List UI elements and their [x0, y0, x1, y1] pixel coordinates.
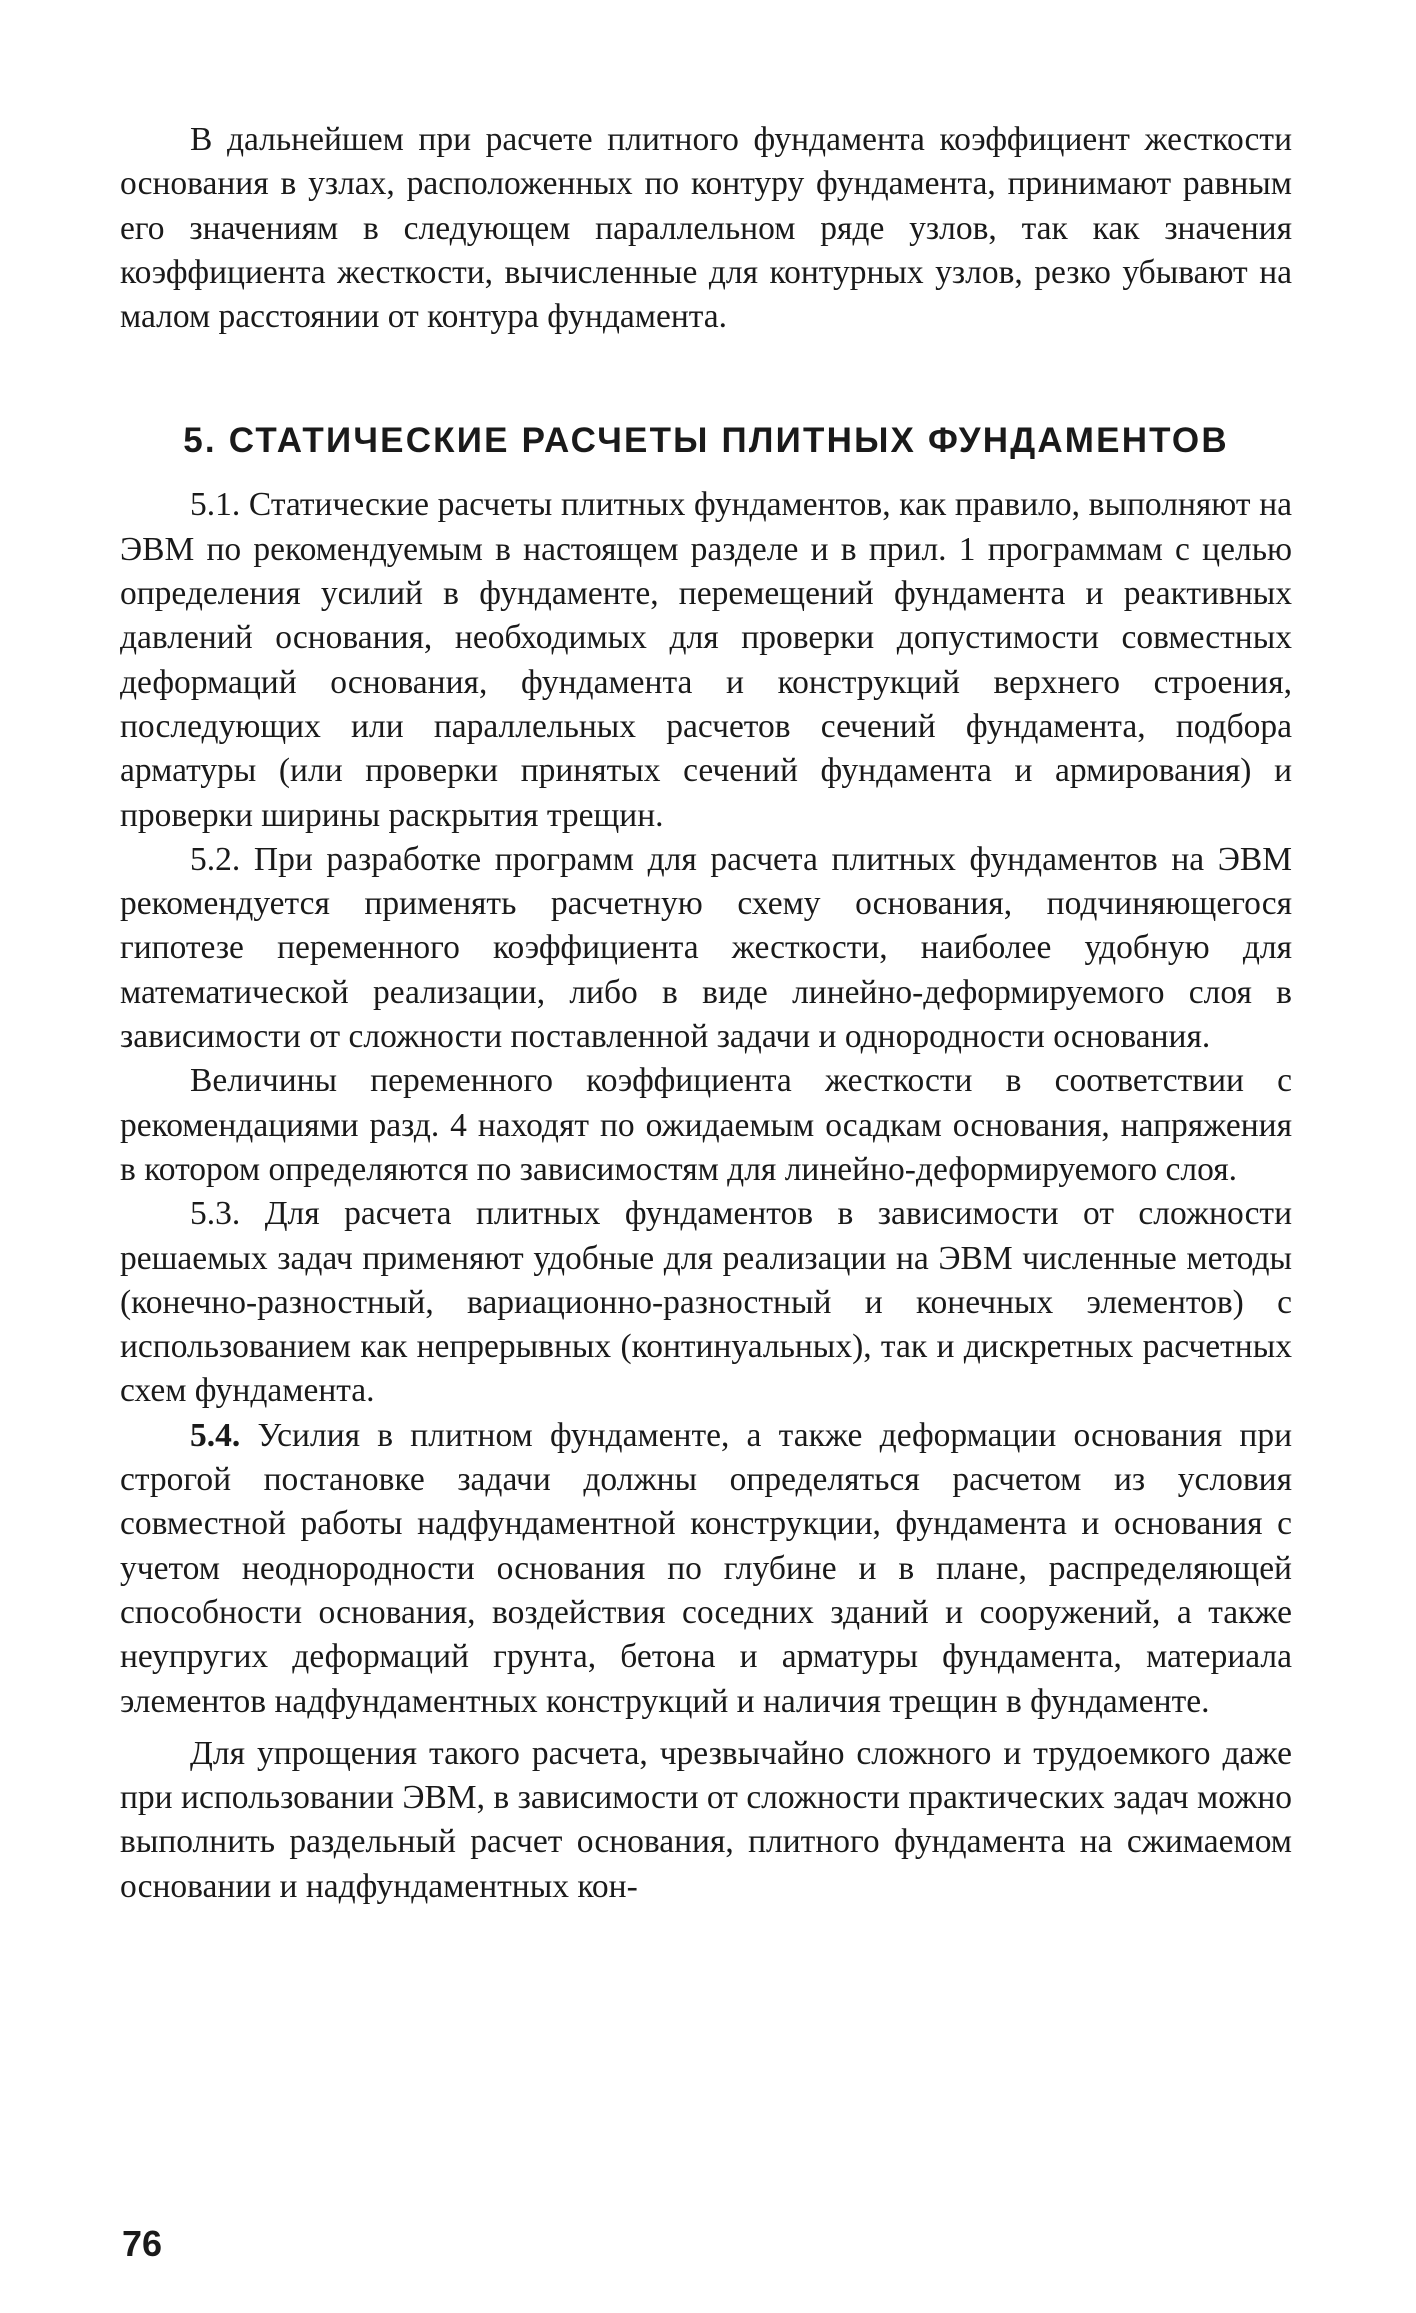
clause-5-3-number: 5.3. [190, 1195, 241, 1233]
clause-5-2-number: 5.2. [190, 840, 241, 878]
clause-5-3 [120, 1192, 1292, 1413]
clause-5-4 [120, 1414, 1292, 1724]
clause-5-1 [120, 483, 1292, 837]
clause-5-2 [120, 838, 1292, 1059]
section-heading: 5. СТАТИЧЕСКИЕ РАСЧЕТЫ ПЛИТНЫХ ФУНДАМЕНТОВ [183, 421, 1229, 461]
clause-5-4-number: 5.4. [190, 1416, 241, 1454]
clause-5-1-number: 5.1. [190, 486, 241, 524]
paragraph-after-5-2: Величины переменного коэффициента жесткости в соответствии с рекомендациями разд. 4 находят по ожидаемым осадкам основания, напряжения в котором определяются по зависимостям для линейно-деформируемого слоя. [120, 1062, 1292, 1188]
page-number: 76 [122, 2223, 163, 2264]
clause-5-3-text: Для расчета плитных фундаментов в зависимости от сложности решаемых задач применяют удобные для реализации на ЭВМ численные методы (конечно-разностный, вариационно-разностный и конечных элементов) с использованием как непрерывных (континуальных), так и дискретных расчетных схем фундамента. [120, 1195, 1293, 1410]
clause-5-4-text: Усилия в плитном фундаменте, а также деформации основания при строгой постановке задачи должны определяться расчетом из условия совместной работы надфундаментной конструкции, фундамента и основания с учетом неоднородности основания по глубине и в плане, распределяющей способности основания, воздействия соседних зданий и сооружений, а также неупругих деформаций грунта, бетона и арматуры фундамента, материала элементов надфундаментных конструкций и наличия трещин в фундаменте. [120, 1416, 1292, 1720]
clause-5-1-text: Статические расчеты плитных фундаментов, как правило, выполняют на ЭВМ по рекомендуемым в настоящем разделе и в прил. 1 программам с целью определения усилий в фундаменте, перемещений фундамента и реактивных давлений основания, необходимых для проверки допустимости совместных деформаций основания, фундамента и конструкций верхнего строения, последующих или параллельных расчетов сечений фундамента, подбора арматуры (или проверки принятых сечений фундамента и армирования) и проверки ширины раскрытия трещин. [120, 486, 1292, 834]
intro-paragraph: В дальнейшем при расчете плитного фундамента коэффициент жесткости основания в узлах, расположенных по контуру фундамента, принимают равным его значениям в следующем параллельном ряде узлов, так как значения коэффициента жесткости, вычисленные для контурных узлов, резко убывают на малом расстоянии от контура фундамента. [120, 121, 1292, 336]
final-paragraph: Для упрощения такого расчета, чрезвычайно сложного и трудоемкого даже при использовании ЭВМ, в зависимости от сложности практических задач можно выполнить раздельный расчет основания, плитного фундамента на сжимаемом основании и надфундаментных кон- [120, 1734, 1292, 1905]
document-page [120, 118, 1292, 1909]
clause-5-2-text: При разработке программ для расчета плитных фундаментов на ЭВМ рекомендуется применять расчетную схему основания, подчиняющегося гипотезе переменного коэффициента жесткости, наиболее удобную для математической реализации, либо в виде линейно-деформируемого слоя в зависимости от сложности поставленной задачи и однородности основания. [120, 840, 1292, 1056]
